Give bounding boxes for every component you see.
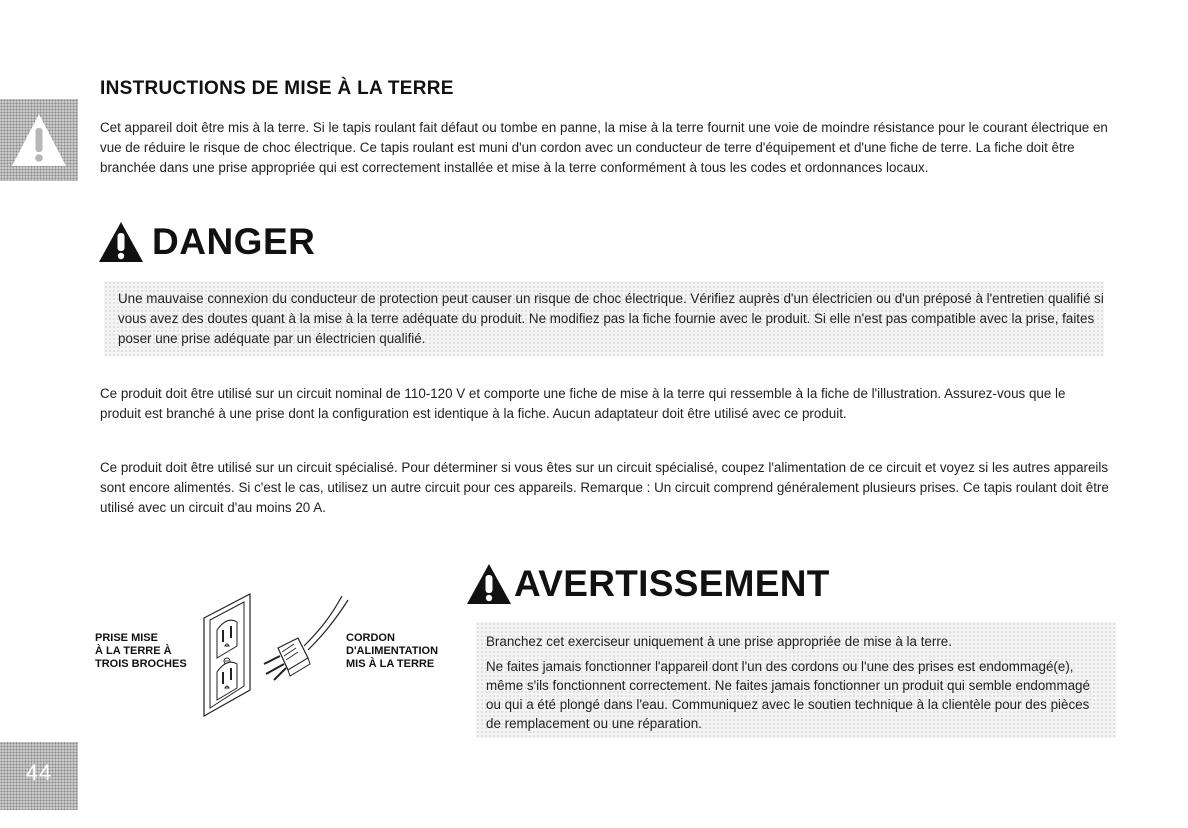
warning-message-box — [476, 622, 1116, 738]
page-number: 44 — [25, 760, 53, 785]
circuit-paragraph: Ce produit doit être utilisé sur un circuit nominal de 110-120 V et comporte une fiche de mise à la terre qui ressemble à la fiche de l'illustration. Assurez-vous que le produit est branché à une prise dont la configuration est identique à la fiche. Aucun adaptateur doit être utilisé avec ce produit. — [100, 386, 1066, 421]
warning-line-1: Branchez cet exerciseur uniquement à une prise appropriée de mise à la terre. — [486, 634, 952, 649]
intro-paragraph: Cet appareil doit être mis à la terre. Si le tapis roulant fait défaut ou tombe en panne, la mise à la terre fournit une voie de moindre résistance pour le courant électrique en vue de réduire le risque de choc électrique. Ce tapis roulant est muni d'un cordon avec un conducteur de terre d'équipement et d'une fiche de terre. La fiche doit être branchée dans une prise appropriée qui est correctement installée et mise à la terre conformément à tous les codes et ordonnances locaux. — [100, 120, 1108, 175]
warning-heading — [466, 560, 830, 608]
section-title: INSTRUCTIONS DE MISE À LA TERRE — [100, 78, 454, 99]
cord-label: CORDON D'ALIMENTATION MIS À LA TERRE — [346, 632, 439, 670]
danger-heading — [98, 218, 315, 266]
danger-title: DANGER — [152, 221, 316, 262]
side-warning-tab — [0, 99, 78, 181]
warning-line-2: Ne faites jamais fonctionner l'appareil dont l'un des cordons ou l'une des prises est endommagé(e), même s'ils fonctionnent correctement. Ne faites jamais fonctionner un produit qui semble endommagé ou qui a été plongé dans l'eau. Communiquez avec le soutien technique à la clientèle pour des pièces de remplacement ou une réparation. — [486, 659, 1090, 731]
danger-message-box: Une mauvaise connexion du conducteur de protection peut causer un risque de choc électrique. Vérifiez auprès d'un électricien ou d'un préposé à l'entretien qualifié si vous avez des doutes quant à la mise à la terre adéquate du produit. Ne modifiez pas la fiche fournie avec le produit. Si elle n'est pas compatible avec la prise, faites poser une prise adéquate par un électricien qualifié. — [104, 281, 1104, 356]
grounded-plug-illustration — [190, 590, 350, 720]
warning-triangle-icon — [466, 563, 512, 605]
warning-triangle-icon — [9, 110, 69, 170]
warning-triangle-icon — [98, 221, 144, 263]
warning-title: AVERTISSEMENT — [514, 563, 830, 604]
outlet-label: PRISE MISE À LA TERRE À TROIS BROCHES — [95, 632, 187, 670]
dedicated-circuit-paragraph: Ce produit doit être utilisé sur un circuit spécialisé. Pour déterminer si vous êtes sur un circuit spécialisé, coupez l'alimentation de ce circuit et voyez si les autres appareils sont encore alimentés. Si c'est le cas, utilisez un autre circuit pour ces appareils. Remarque : Un circuit comprend généralement plusieurs prises. Ce tapis roulant doit être utilisé avec un circuit d'au moins 20 A. — [100, 460, 1109, 515]
page-number-tab — [0, 742, 78, 810]
